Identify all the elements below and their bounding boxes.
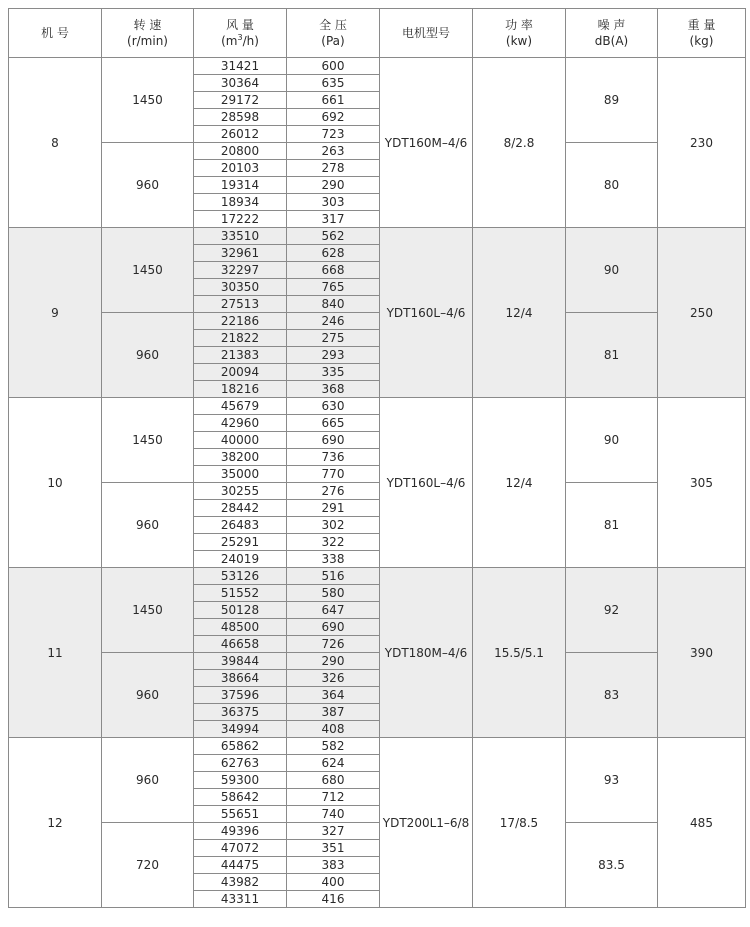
cell-airflow: 58642 — [194, 789, 287, 806]
cell-pressure: 275 — [287, 330, 380, 347]
cell-pressure: 840 — [287, 296, 380, 313]
header-pressure: 全 压 (Pa) — [287, 9, 380, 58]
cell-speed: 1450 — [102, 228, 194, 313]
cell-airflow: 22186 — [194, 313, 287, 330]
cell-speed: 1450 — [102, 568, 194, 653]
cell-pressure: 516 — [287, 568, 380, 585]
cell-airflow: 18216 — [194, 381, 287, 398]
cell-airflow: 34994 — [194, 721, 287, 738]
cell-weight: 305 — [658, 398, 746, 568]
cell-airflow: 35000 — [194, 466, 287, 483]
cell-airflow: 26012 — [194, 126, 287, 143]
cell-pressure: 303 — [287, 194, 380, 211]
cell-noise: 90 — [566, 398, 658, 483]
cell-pressure: 740 — [287, 806, 380, 823]
cell-model: 12 — [9, 738, 102, 908]
cell-airflow: 17222 — [194, 211, 287, 228]
cell-motor: YDT160M–4/6 — [380, 58, 473, 228]
cell-pressure: 326 — [287, 670, 380, 687]
cell-airflow: 25291 — [194, 534, 287, 551]
cell-airflow: 46658 — [194, 636, 287, 653]
cell-model: 11 — [9, 568, 102, 738]
table-row — [9, 738, 746, 755]
cell-airflow: 28598 — [194, 109, 287, 126]
cell-pressure: 668 — [287, 262, 380, 279]
cell-pressure: 562 — [287, 228, 380, 245]
header-motor: 电机型号 — [380, 9, 473, 58]
cell-noise: 92 — [566, 568, 658, 653]
cell-pressure: 400 — [287, 874, 380, 891]
cell-pressure: 290 — [287, 653, 380, 670]
header-power: 功 率 (kw) — [473, 9, 566, 58]
cell-speed: 960 — [102, 483, 194, 568]
cell-pressure: 690 — [287, 619, 380, 636]
cell-airflow: 45679 — [194, 398, 287, 415]
cell-pressure: 770 — [287, 466, 380, 483]
cell-pressure: 582 — [287, 738, 380, 755]
cell-airflow: 20094 — [194, 364, 287, 381]
cell-pressure: 246 — [287, 313, 380, 330]
cell-airflow: 47072 — [194, 840, 287, 857]
cell-airflow: 39844 — [194, 653, 287, 670]
cell-airflow: 65862 — [194, 738, 287, 755]
cell-noise: 83.5 — [566, 823, 658, 908]
cell-speed: 1450 — [102, 58, 194, 143]
cell-pressure: 291 — [287, 500, 380, 517]
cell-airflow: 44475 — [194, 857, 287, 874]
cell-airflow: 20800 — [194, 143, 287, 160]
table-row — [9, 313, 746, 330]
cell-airflow: 30350 — [194, 279, 287, 296]
cell-pressure: 387 — [287, 704, 380, 721]
cell-airflow: 43982 — [194, 874, 287, 891]
cell-pressure: 628 — [287, 245, 380, 262]
cell-airflow: 28442 — [194, 500, 287, 517]
cell-noise: 89 — [566, 58, 658, 143]
cell-pressure: 580 — [287, 585, 380, 602]
cell-weight: 230 — [658, 58, 746, 228]
table-header — [9, 9, 746, 58]
cell-pressure: 351 — [287, 840, 380, 857]
cell-speed: 720 — [102, 823, 194, 908]
cell-airflow: 18934 — [194, 194, 287, 211]
cell-pressure: 322 — [287, 534, 380, 551]
cell-weight: 485 — [658, 738, 746, 908]
cell-power: 8/2.8 — [473, 58, 566, 228]
cell-power: 15.5/5.1 — [473, 568, 566, 738]
cell-pressure: 383 — [287, 857, 380, 874]
cell-pressure: 317 — [287, 211, 380, 228]
cell-power: 12/4 — [473, 228, 566, 398]
cell-pressure: 290 — [287, 177, 380, 194]
cell-pressure: 416 — [287, 891, 380, 908]
table-row — [9, 823, 746, 840]
header-airflow: 风 量 $(m^3/h)$ — [194, 9, 287, 58]
cell-pressure: 692 — [287, 109, 380, 126]
cell-noise: 83 — [566, 653, 658, 738]
cell-airflow: 30255 — [194, 483, 287, 500]
cell-airflow: 32297 — [194, 262, 287, 279]
cell-pressure: 600 — [287, 58, 380, 75]
cell-pressure: 624 — [287, 755, 380, 772]
cell-airflow: 24019 — [194, 551, 287, 568]
cell-airflow: 32961 — [194, 245, 287, 262]
cell-power: 17/8.5 — [473, 738, 566, 908]
cell-airflow: 20103 — [194, 160, 287, 177]
cell-airflow: 31421 — [194, 58, 287, 75]
cell-noise: 81 — [566, 483, 658, 568]
cell-pressure: 327 — [287, 823, 380, 840]
cell-airflow: 27513 — [194, 296, 287, 313]
cell-airflow: 29172 — [194, 92, 287, 109]
fan-spec-table — [8, 8, 746, 908]
cell-model: 10 — [9, 398, 102, 568]
cell-pressure: 263 — [287, 143, 380, 160]
cell-airflow: 40000 — [194, 432, 287, 449]
cell-noise: 80 — [566, 143, 658, 228]
cell-airflow: 59300 — [194, 772, 287, 789]
cell-pressure: 661 — [287, 92, 380, 109]
cell-airflow: 55651 — [194, 806, 287, 823]
cell-airflow: 42960 — [194, 415, 287, 432]
cell-pressure: 680 — [287, 772, 380, 789]
header-weight: 重 量 (kg) — [658, 9, 746, 58]
cell-motor: YDT180M–4/6 — [380, 568, 473, 738]
cell-airflow: 33510 — [194, 228, 287, 245]
table-row — [9, 483, 746, 500]
cell-airflow: 50128 — [194, 602, 287, 619]
cell-pressure: 293 — [287, 347, 380, 364]
cell-airflow: 26483 — [194, 517, 287, 534]
cell-airflow: 53126 — [194, 568, 287, 585]
table-row — [9, 568, 746, 585]
table-row — [9, 228, 746, 245]
table-body — [9, 58, 746, 908]
header-model: 机 号 — [9, 9, 102, 58]
cell-noise: 90 — [566, 228, 658, 313]
cell-airflow: 51552 — [194, 585, 287, 602]
cell-pressure: 665 — [287, 415, 380, 432]
table-row — [9, 398, 746, 415]
cell-noise: 93 — [566, 738, 658, 823]
cell-airflow: 19314 — [194, 177, 287, 194]
cell-pressure: 364 — [287, 687, 380, 704]
cell-pressure: 736 — [287, 449, 380, 466]
cell-airflow: 62763 — [194, 755, 287, 772]
cell-weight: 390 — [658, 568, 746, 738]
cell-motor: YDT160L–4/6 — [380, 228, 473, 398]
cell-airflow: 21383 — [194, 347, 287, 364]
cell-speed: 960 — [102, 143, 194, 228]
cell-pressure: 712 — [287, 789, 380, 806]
cell-pressure: 723 — [287, 126, 380, 143]
cell-model: 9 — [9, 228, 102, 398]
header-noise: 噪 声 dB(A) — [566, 9, 658, 58]
cell-airflow: 49396 — [194, 823, 287, 840]
cell-speed: 960 — [102, 653, 194, 738]
cell-speed: 960 — [102, 313, 194, 398]
cell-pressure: 690 — [287, 432, 380, 449]
cell-motor: YDT160L–4/6 — [380, 398, 473, 568]
header-speed: 转 速 (r/min) — [102, 9, 194, 58]
table-row — [9, 653, 746, 670]
cell-airflow: 43311 — [194, 891, 287, 908]
cell-pressure: 278 — [287, 160, 380, 177]
cell-speed: 960 — [102, 738, 194, 823]
cell-weight: 250 — [658, 228, 746, 398]
cell-airflow: 38664 — [194, 670, 287, 687]
cell-airflow: 48500 — [194, 619, 287, 636]
cell-pressure: 335 — [287, 364, 380, 381]
cell-pressure: 368 — [287, 381, 380, 398]
cell-pressure: 647 — [287, 602, 380, 619]
cell-pressure: 726 — [287, 636, 380, 653]
cell-airflow: 37596 — [194, 687, 287, 704]
cell-pressure: 630 — [287, 398, 380, 415]
cell-pressure: 635 — [287, 75, 380, 92]
cell-pressure: 302 — [287, 517, 380, 534]
cell-airflow: 38200 — [194, 449, 287, 466]
table-row — [9, 143, 746, 160]
cell-noise: 81 — [566, 313, 658, 398]
cell-speed: 1450 — [102, 398, 194, 483]
cell-power: 12/4 — [473, 398, 566, 568]
cell-pressure: 276 — [287, 483, 380, 500]
cell-airflow: 21822 — [194, 330, 287, 347]
cell-model: 8 — [9, 58, 102, 228]
cell-pressure: 338 — [287, 551, 380, 568]
cell-airflow: 36375 — [194, 704, 287, 721]
cell-pressure: 408 — [287, 721, 380, 738]
table-row — [9, 58, 746, 75]
cell-airflow: 30364 — [194, 75, 287, 92]
cell-motor: YDT200L1–6/8 — [380, 738, 473, 908]
cell-pressure: 765 — [287, 279, 380, 296]
